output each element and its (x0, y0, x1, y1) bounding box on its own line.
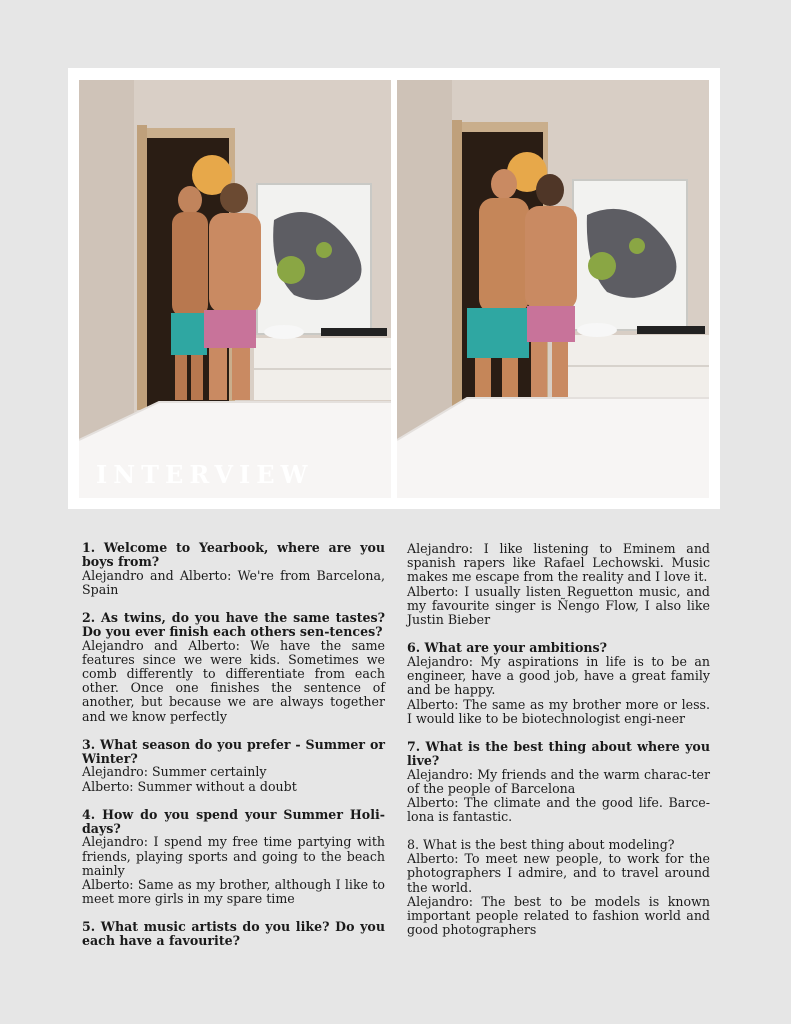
answer-block (407, 542, 710, 627)
answer: Alberto: To meet new people, to work for the photographers I admire, and to travel around the world. (407, 851, 710, 895)
answer-block (82, 639, 385, 724)
answer: Alejandro: Summer certainly (82, 764, 267, 780)
question: 3. What season do you prefer - Summer or Winter? (82, 736, 385, 766)
qa-item (407, 542, 710, 627)
qa-item (407, 740, 710, 824)
qa-item (407, 838, 710, 937)
question: 4. How do you spend your Summer Holi-days? (82, 806, 385, 836)
answer-block (407, 768, 710, 825)
answer: Alberto: The climate and the good life. Barce-lona is fantastic. (407, 795, 710, 825)
qa-item (82, 541, 385, 597)
answer: Alejandro: The best to be models is known important people related to fashion world and good photographers (407, 893, 710, 938)
answer: Alejandro and Alberto: We have the same features since we were kids. Sometimes we comb differently to differentiate from each other. Once one finishes the sentence of another, but because we are always together and we know perfectly (82, 637, 385, 724)
answer: Alejandro: My friends and the warm charac-ter of the people of Barcelona (407, 766, 710, 796)
question: 7. What is the best thing about where you live? (407, 739, 710, 768)
left-column (82, 541, 385, 962)
qa-item (82, 920, 385, 948)
question: 8. What is the best thing about modeling? (407, 837, 675, 853)
answer: Alberto: I usually listen Reguetton music, and my favourite singer is Ñengo Flow, I also like Justin Bieber (407, 583, 710, 628)
answer-block (407, 655, 710, 726)
answer-block (407, 852, 710, 937)
answer-block (82, 569, 385, 597)
answer: Alejandro: My aspirations in life is to be an engineer, have a good job, have a great family and be happy. (407, 654, 710, 698)
right-photo (397, 80, 709, 498)
interview-label: INTERVIEW (96, 460, 314, 489)
answer-block (82, 765, 385, 793)
answer: Alejandro: I spend my free time partying with friends, playing sports and going to the beach mainly (82, 834, 385, 878)
question: 5. What music artists do you like? Do you each have a favourite? (82, 919, 385, 949)
answer-block (82, 835, 385, 906)
qa-item (82, 738, 385, 794)
answer: Alberto: The same as my brother more or less. I would like to be biotechnologist engi-neer (407, 696, 710, 726)
qa-item (82, 808, 385, 907)
answer: Alberto: Summer without a doubt (82, 778, 297, 794)
answer: Alberto: Same as my brother, although I like to meet more girls in my spare time (82, 877, 385, 907)
question: 1. Welcome to Yearbook, where are you boys from? (82, 540, 385, 569)
qa-item (82, 611, 385, 724)
photo-frame (68, 68, 720, 509)
qa-item (407, 641, 710, 726)
right-column (407, 542, 710, 951)
question: 2. As twins, do you have the same tastes? Do you ever finish each others sen-tences? (82, 610, 385, 639)
answer: Alejandro and Alberto: We're from Barcelona, Spain (82, 567, 385, 597)
question: 6. What are your ambitions? (407, 640, 607, 656)
left-photo (79, 80, 391, 498)
answer: Alejandro: I like listening to Eminem and spanish rapers like Rafael Lechowski. Music makes me escape from the reality and I love it. (407, 541, 710, 585)
